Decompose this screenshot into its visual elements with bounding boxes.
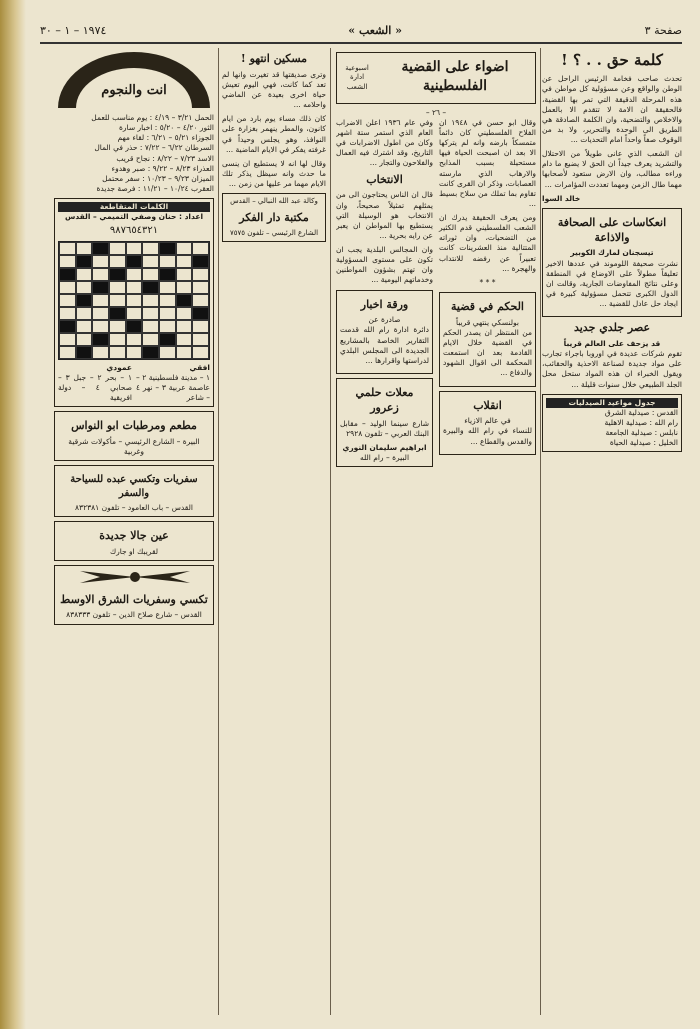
pharmacy-row: القدس : صيدلية الشرق [604,407,678,417]
crossword-grid[interactable] [58,241,210,360]
travel-ad-body: القدس – باب العامود – تلفون ٨٣٢٣٨١ [75,503,193,513]
bookshop-address: الشارع الرئيسي – تلفون ٧٥٧٥ [229,228,319,237]
press-box-title: انعكاسات على الصحافة والاذاعة [557,215,667,244]
column-opinion [542,48,682,1019]
news-body: دائرة ادارة رام الله قدمت التقارير الخاصة بالمشاريع الجديدة الى المجلس البلدي لدراستها واقرارها ... [340,325,429,365]
bookshop-name: مكتبة دار الفكر [239,210,309,224]
zodiac-wheel-icon [54,48,214,110]
binding-edge [0,0,26,1029]
across-label: افقي [189,362,210,372]
fashion-title: انقلاب [473,398,502,412]
feature-side: اسبوعية ادارة الشعب [345,63,369,91]
feature-stars: * * * [479,277,496,287]
pharmacy-row: نابلس : صيدلية الجامعة [605,428,678,438]
bookshop-agent: وكالة عبد الله النبالي – القدس [230,197,318,206]
across-clues: ١ – مدينة فلسطينية ٢ – عاصمة عربية ٣ – نهر ٤ – شاعر [136,372,210,403]
horoscope-entry: العقرب ١٠/٢٤ – ١١/٢١ : فرصة جديدة [96,183,214,193]
horoscope-entry: الجوزاء ٥/٢١ – ٦/٢١ : لقاء مهم [117,133,214,143]
travel-ad-title: سفريات وتكسي عبده للسياحة والسفر [70,474,198,499]
fashion-body: للنساء في رام الله والبيرة والقدس والقطاع ... [443,426,532,446]
election-title: الانتخاب [366,172,403,186]
horoscope-entry: الاسد ٧/٢٣ – ٨/٢٢ : نجاح قريب [116,153,214,163]
feature-masthead [336,52,536,104]
paper-name: « الشعب » [348,24,402,37]
neighbor-ad-body: لقريبك او جارك [109,547,159,557]
column-divider [218,48,219,1015]
verdict-sub: بولنسكي ينتهي قريباً [455,317,520,327]
news-sub: صادرة عن [368,315,401,325]
store-ad-title: معلات حلمي زعرور [355,385,414,414]
pharmacy-table [542,394,682,453]
story-body-3: وقال لها انه لا يستطيع ان ينسى ما حدث وانه سيظل يذكر تلك الايام مهما مر عليها من زمن ... [222,158,326,189]
column-leisure [54,48,214,1019]
fashion-box [439,391,536,455]
page-header [40,24,682,44]
feature-title: اضواء على القضية الفلسطينية [401,59,509,94]
story-title: مسكين انتهو ! [240,52,308,65]
neighbor-ad [54,521,214,561]
horoscope-entry: الميزان ٩/٢٣ – ١٠/٢٣ : سفر محتمل [102,173,214,183]
down-label: عمودي [106,362,132,372]
verdict-body: من المنتظر ان يصدر الحكم في القضية خلال الايام القادمة بعد ان استمعت المحكمة الى اقوال الشهود والدفاع ... [443,327,532,378]
winged-emblem-icon [60,569,210,585]
leather-body: تقوم شركات عديدة في اوروبا باجراء تجارب على مواد جديدة لصناعة الاحذية والحقائب، ويقول الخبراء ان هذه المواد ستحل محل الجلد الطبيعي خلال سنوات قليلة ... [542,349,682,389]
pharmacy-row: الخليل : صيدلية الحياة [609,438,678,448]
neighbor-ad-title: عين جالا جديدة [99,529,169,543]
taxi-ad-body: القدس – شارع صلاح الدين – تلفون ٨٣٨٣٣٣ [66,610,202,620]
opinion-title: كلمة حق . . ؟ ! [561,51,663,69]
store-ad-city: البيرة – رام الله [359,453,410,463]
horoscope-entry: السرطان ٦/٢٢ – ٧/٢٢ : حذر في المال [94,143,214,153]
verdict-box [439,292,536,387]
crossword-numbers: ٩٨٧٦٥٤٣٢١ [109,225,159,237]
down-clues: ١ – بحر ٢ – جبل ٣ – صحابي ٤ – دولة افريقية [58,372,132,403]
horoscope-entry: الثور ٤/٢٠ – ٥/٢٠ : اخبار سارة [119,123,214,133]
restaurant-ad [54,411,214,461]
pharmacy-label: جدول مواعيد الصيدليات [546,398,678,408]
horoscope-banner [54,48,214,110]
news-title: ورقة اخبار [360,297,409,311]
horoscope-entry: الحمل ٣/٢١ – ٤/١٩ : يوم مناسب للعمل [91,113,214,122]
leather-title: عصر جلدي جديد [573,321,651,335]
news-box [336,290,433,374]
fashion-sub: في عالم الازياء [464,416,511,426]
bookshop-ad [222,193,326,242]
leather-sub: قد يزحف على العالم قريباً [563,339,661,349]
story-body-1: وترى صديقتها قد تغيرت وانها لم تعد كما كانت، فهي اليوم تعيش حياة اخرى بعيدة عن الماضي واحلامه ... [222,69,326,110]
store-ad [336,378,433,467]
restaurant-ad-title: مطعم ومرطبات ابو النواس [71,419,197,433]
column-divider [330,48,331,1015]
press-box-sub: تيسجنان لمارك الكوبير [570,248,654,258]
feature-body-3: وفي عام ١٩٣٦ اعلن الاضراب العام الذي استمر ستة اشهر وكان من اطول الاضرابات في التاريخ، وقد اشترك فيه العمال والفلاحون والتجار ... [336,117,433,168]
column-story [222,48,326,1019]
opinion-body-1: تحدث صاحب فخامة الرئيس الراحل عن الوطن والواقع وعن مسؤولية كل مواطن في هذه المرحلة الدقيقة التي تمر بها القضية، فالحقيقة ان الامة لا تتقدم الا بالعمل والاخلاص والتضحية، وان الكلمة الصادقة هي الطريق الى الوحدة والتحرير، ولا بد من الوقوف صفاً واحداً امام التحديات ... [542,74,682,144]
issue-date: ١٩٧٤ – ١ – ٣٠ [40,24,107,37]
column-divider [540,48,541,1015]
horoscope-entry: العذراء ٨/٢٣ – ٩/٢٢ : صبر وهدوء [111,163,214,173]
taxi-ad-title: تكسي وسفريات الشرق الاوسط [60,592,208,606]
election-body-1: قال ان الناس يحتاجون الى من يمثلهم تمثيلاً صحيحاً، وان الانتخاب هو الوسيلة التي يستطيع بها المواطن ان يعبر عن رايه بحرية ... [336,190,433,240]
opinion-body-2: ان الشعب الذي عانى طويلاً من الاحتلال والتشريد يعرف جيداً ان الحق لا يضيع ما دام وراءه مطالب، وان الارض ستعود لأصحابها مهما طال الزمن ومهما تعددت المؤامرات ... [542,149,682,189]
feature-number: – ٢٦ – [425,107,447,117]
column-feature [336,48,536,1019]
feature-body-1: وقال ابو حسن في ١٩٤٨ ان الفلاح الفلسطيني كان دائماً متمسكاً بارضه وانه لم يتركها الا بعد ان اصبحت الحياة فيها مستحيلة بسبب المذابح والارهاب الذي مارسته العصابات، وذكر ان القرى كانت تقاوم بما تملك من سلاح بسيط ... [439,117,536,208]
election-body-2: وان المجالس البلدية يجب ان تكون على مستوى المسؤولية وان تهتم بشؤون المواطنين وخدماتهم اليومية ... [336,245,433,285]
travel-ad [54,465,214,517]
horoscope-title: انت والنجوم [101,83,167,98]
store-ad-body: شارع سينما الوليد – مقابل البنك العربي – تلفون ٢٩٢٨ [340,418,429,438]
feature-body-2: ومن يعرف الحقيقة يدرك ان الشعب الفلسطيني قدم الكثير من التضحيات، وان ثوراته المتتالية منذ العشرينات كانت تعبيراً عن رفضه للانتداب والهجرة ... [439,213,536,273]
crossword-author: اعداد : حنان وصفي التميمي – القدس [64,212,204,222]
crossword-box [54,198,214,407]
pharmacy-row: رام الله : صيدلية الاهلية [604,417,678,427]
press-box [542,208,682,317]
story-body-2: كان ذلك مساء يوم بارد من ايام كانون، والمطر ينهمر بغزارة على النوافذ، وهو يجلس وحيداً في غرفته يفكر في الايام الماضية ... [222,114,326,154]
page-number: صفحة ٣ [644,24,682,37]
crossword-title: الكلمات المتقاطعة [58,202,210,212]
taxi-ad [54,565,214,624]
verdict-title: الحكم في قضية [450,299,524,313]
store-ad-owner: ابراهيم سليمان النوري [342,442,427,452]
opinion-signature: خالد السوا [542,193,581,203]
restaurant-ad-body: البيرة – الشارع الرئيسي – مأكولات شرقية وغربية [68,437,200,457]
press-box-body: نشرت صحيفة اللوموند في عددها الاخير تعليقاً مطولاً على الاوضاع في المنطقة وعلى نتائج المفاوضات الجارية، وقالت ان الدول الكبرى تتحمل مسؤولية كبيرة في ايجاد حل عادل للقضية ... [546,258,678,309]
